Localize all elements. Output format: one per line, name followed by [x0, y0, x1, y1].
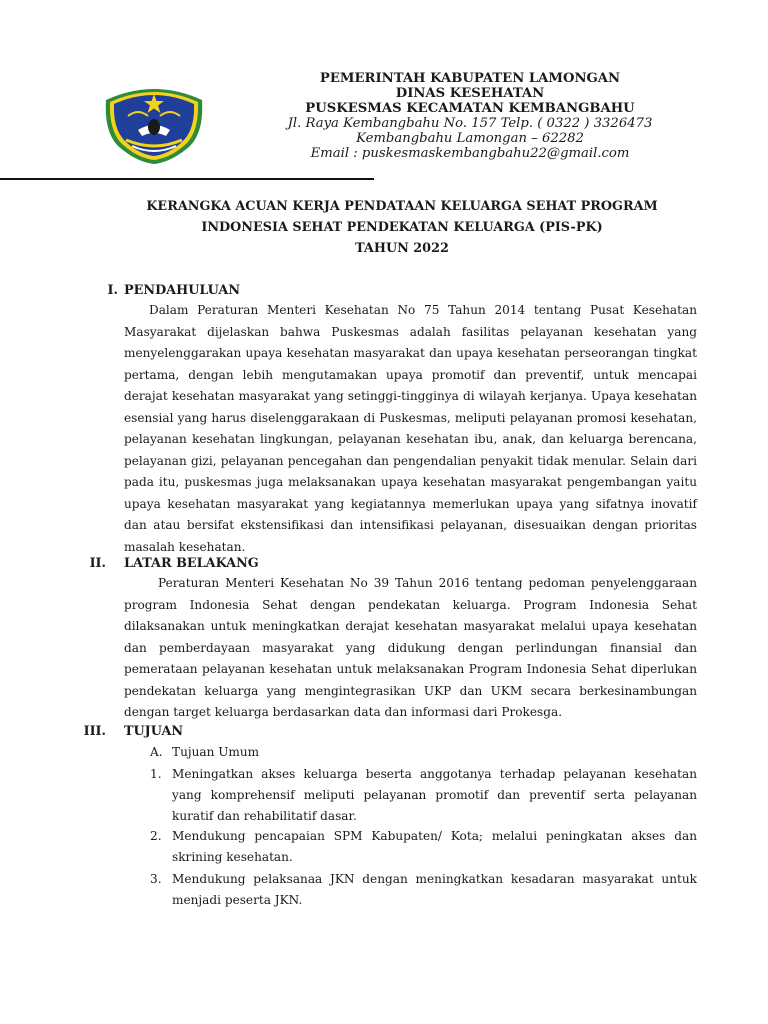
section-heading-latar-belakang: LATAR BELAKANG	[124, 556, 259, 571]
section-number-3: III.	[83, 724, 106, 739]
section-heading-pendahuluan: PENDAHULUAN	[124, 283, 241, 298]
list-item-number: 1.	[150, 767, 162, 781]
lamongan-regency-crest-icon	[98, 80, 210, 164]
section-number-1: I.	[107, 283, 118, 298]
document-title-line2: INDONESIA SEHAT PENDEKATAN KELUARGA (PIS-PK)	[201, 220, 603, 235]
section-body-pendahuluan: Dalam Peraturan Menteri Kesehatan No 75 Tahun 2014 tentang Pusat Kesehatan Masyarakat dijelaskan bahwa Puskesmas adalah fasilitas pelayanan kesehatan yang menyelenggarakan upaya kesehatan masyarakat dan upaya kesehatan perseorangan tingkat pertama, dengan lebih mengutamakan upaya promotif dan preventif, untuk mencapai derajat kesehatan masyarakat yang setinggi-tingginya di wilayah kerjanya. Upaya kesehatan esensial yang harus diselenggarakaan di Puskesmas, meliputi pelayanan promosi kesehatan, pelayanan kesehatan lingkungan, pelayanan kesehatan ibu, anak, dan keluarga berencana, pelayanan gizi, pelayanan pencegahan dan pengendalian penyakit tidak menular. Selain dari pada itu, puskesmas juga melaksanakan upaya kesehatan masyarakat pengembangan yaitu upaya kesehatan masyarakat yang kegiatannya memerlukan upaya yang sifatnya inovatif dan atau bersifat ekstensifikasi dan intensifikasi pelayanan, disesuaikan dengan prioritas masalah kesehatan.	[124, 303, 697, 554]
document-title-line1: KERANGKA ACUAN KERJA PENDATAAN KELUARGA SEHAT PROGRAM	[146, 199, 658, 214]
letterhead-puskesmas: PUSKESMAS KECAMATAN KEMBANGBAHU	[305, 101, 635, 116]
document-title-year: TAHUN 2022	[355, 241, 449, 256]
letterhead	[270, 71, 670, 161]
list-item-text: Meningatkan akses keluarga beserta anggotanya terhadap pelayanan kesehatan yang komprehensif meliputi pelayanan promotif dan preventif serta pelayanan kuratif dan rehabilitatif dasar.	[172, 767, 697, 823]
list-item-text: Mendukung pelaksanaa JKN dengan meningkatkan kesadaran masyarakat untuk menjadi peserta JKN.	[172, 872, 697, 907]
letterhead-email: Email : puskesmaskembangbahu22@gmail.com	[310, 146, 630, 161]
list-item-number: 2.	[150, 829, 162, 843]
letterhead-address-street: Jl. Raya Kembangbahu No. 157 Telp. ( 0322 ) 3326473	[287, 116, 653, 131]
list-item-text: Mendukung pencapaian SPM Kabupaten/ Kota; melalui peningkatan akses dan skrining kesehatan.	[172, 829, 697, 864]
letterhead-address-city: Kembangbahu Lamongan – 62282	[356, 131, 584, 146]
letterhead-government: PEMERINTAH KABUPATEN LAMONGAN	[319, 71, 621, 86]
letterhead-divider	[0, 178, 374, 180]
subsection-letter-a: A.	[150, 745, 163, 759]
section-number-2: II.	[89, 556, 106, 571]
letterhead-department: DINAS KESEHATAN	[395, 86, 545, 101]
subsection-heading-tujuan-umum: Tujuan Umum	[172, 745, 260, 759]
section-body-latar-belakang: Peraturan Menteri Kesehatan No 39 Tahun 2016 tentang pedoman penyelenggaraan program Indonesia Sehat dengan pendekatan keluarga. Program Indonesia Sehat dilaksanakan untuk meningkatkan derajat kesehatan masyarakat melalui upaya kesehatan dan pemberdayaan masyarakat yang didukung dengan perlindungan finansial dan pemerataan pelayanan kesehatan untuk melaksanakan Program Indonesia Sehat diperlukan pendekatan keluarga yang mengintegrasikan UKP dan UKM secara berkesinambungan dengan target keluarga berdasarkan data dan informasi dari Prokesga.	[124, 576, 697, 719]
list-item-number: 3.	[150, 872, 162, 886]
section-heading-tujuan: TUJUAN	[124, 724, 184, 739]
